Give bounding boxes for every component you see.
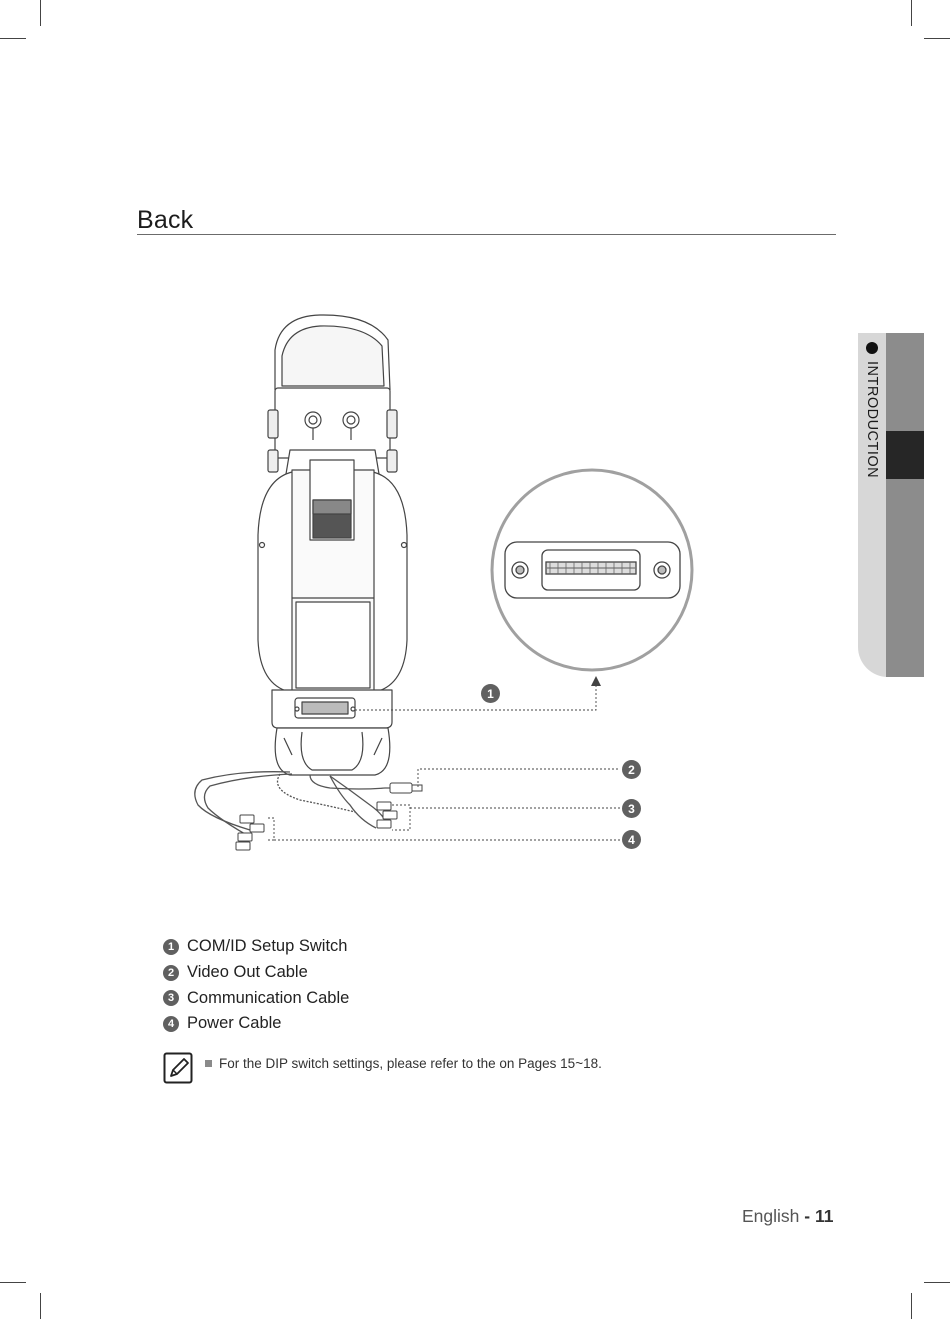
footer-language: English — [742, 1206, 800, 1226]
legend-number: 4 — [163, 1016, 179, 1032]
legend-number: 3 — [163, 990, 179, 1006]
square-bullet-icon — [205, 1060, 212, 1067]
crop-mark — [40, 0, 41, 26]
note-text — [205, 1056, 602, 1071]
legend-number: 1 — [163, 939, 179, 955]
legend-item — [163, 1011, 349, 1037]
crop-mark — [0, 1282, 26, 1283]
side-tab-strip — [886, 333, 924, 677]
legend-item — [163, 934, 349, 960]
legend-label: COM/ID Setup Switch — [187, 937, 348, 956]
side-tab-active-marker — [886, 431, 924, 479]
legend-item — [163, 960, 349, 986]
crop-mark — [911, 0, 912, 26]
callout-1: 1 — [481, 684, 500, 703]
crop-mark — [0, 38, 26, 39]
legend-item — [163, 985, 349, 1011]
legend-list — [163, 934, 349, 1037]
side-tab-label: INTRODUCTION — [864, 361, 880, 479]
bullet-dot-icon — [866, 342, 878, 354]
legend-label: Video Out Cable — [187, 963, 308, 982]
callout-3: 3 — [622, 799, 641, 818]
side-tab-introduction[interactable] — [858, 333, 924, 677]
note-message: For the DIP switch settings, please refer to the on Pages 15~18. — [219, 1056, 602, 1071]
crop-mark — [924, 1282, 950, 1283]
camera-back-diagram — [180, 300, 700, 860]
crop-mark — [911, 1293, 912, 1319]
note-box — [163, 1052, 602, 1084]
callout-2: 2 — [622, 760, 641, 779]
title-rule — [137, 234, 836, 235]
crop-mark — [40, 1293, 41, 1319]
legend-label: Power Cable — [187, 1014, 282, 1033]
legend-number: 2 — [163, 965, 179, 981]
footer-page-number: 11 — [814, 1206, 834, 1226]
callout-4: 4 — [622, 830, 641, 849]
page-footer — [742, 1206, 833, 1227]
crop-mark — [924, 38, 950, 39]
section-title: Back — [137, 206, 194, 234]
note-pencil-icon — [163, 1052, 193, 1084]
footer-separator: - — [804, 1206, 811, 1226]
legend-label: Communication Cable — [187, 988, 350, 1007]
